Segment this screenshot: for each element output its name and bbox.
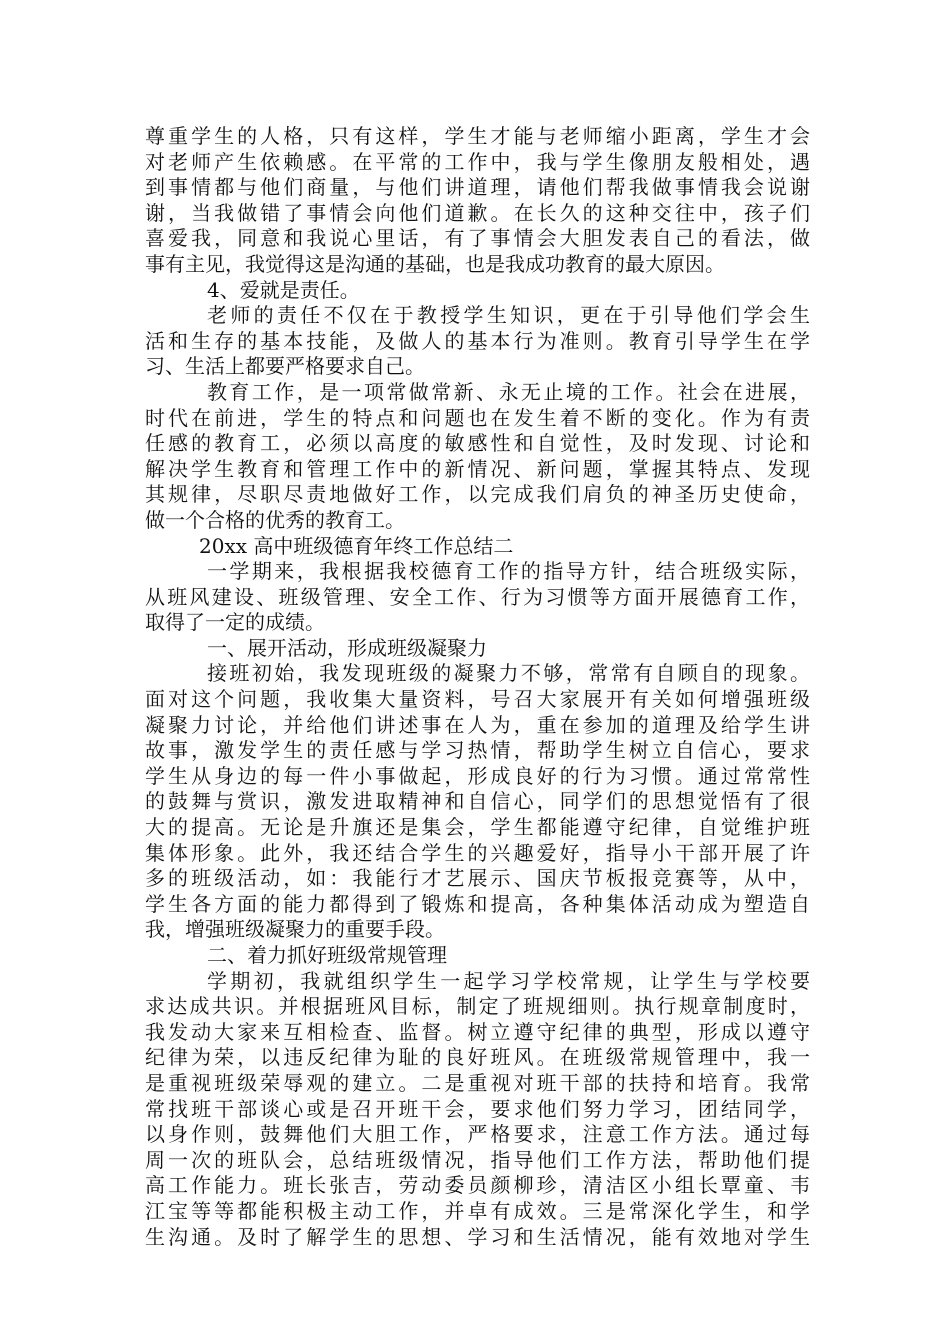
text-line: 学生各方面的能力都得到了锻炼和提高，各种集体活动成为塑造自	[145, 891, 810, 916]
text-line: 任感的教育工，必须以高度的敏感性和自觉性，及时发现、讨论和	[145, 431, 810, 456]
section-heading: 一、展开活动，形成班级凝聚力	[207, 635, 487, 660]
text-line: 做一个合格的优秀的教育工。	[145, 507, 405, 532]
text-line: 多的班级活动，如：我能行才艺展示、国庆节板报竞赛等，从中，	[145, 866, 810, 891]
text-line: 活和生存的基本技能，及做人的基本行为准则。教育引导学生在学	[145, 328, 810, 353]
text-line: 我，增强班级凝聚力的重要手段。	[145, 917, 445, 942]
text-line: 周一次的班队会，总结班级情况，指导他们工作方法，帮助他们提	[145, 1147, 810, 1172]
text-line: 到事情都与他们商量，与他们讲道理，请他们帮我做事情我会说谢	[145, 175, 810, 200]
text-line: 习、生活上都要严格要求自己。	[145, 354, 425, 379]
text-line: 其规律，尽职尽责地做好工作，以完成我们肩负的神圣历史使命，	[145, 482, 810, 507]
text-line: 纪律为荣，以违反纪律为耻的良好班风。在班级常规管理中，我一	[145, 1045, 810, 1070]
text-line: 对老师产生依赖感。在平常的工作中，我与学生像朋友般相处，遇	[145, 149, 810, 174]
text-line: 面对这个问题，我收集大量资料，号召大家展开有关如何增强班级	[145, 687, 810, 712]
text-line: 常找班干部谈心或是召开班干会，要求他们努力学习，团结同学，	[145, 1096, 810, 1121]
text-line: 喜爱我，同意和我说心里话，有了事情会大胆发表自己的看法，做	[145, 226, 810, 251]
text-line: 学生从身边的每一件小事做起，形成良好的行为习惯。通过常常性	[145, 763, 810, 788]
text-line: 谢，当我做错了事情会向他们道歉。在长久的这种交往中，孩子们	[145, 200, 810, 225]
text-line: 教育工作，是一项常做常新、永无止境的工作。社会在进展，	[207, 379, 810, 404]
text-line: 故事，激发学生的责任感与学习热情，帮助学生树立自信心，要求	[145, 738, 810, 763]
text-line: 从班风建设、班级管理、安全工作、行为习惯等方面开展德育工作，	[145, 584, 810, 609]
text-line: 一学期来，我根据我校德育工作的指导方针，结合班级实际，	[207, 559, 810, 584]
text-line: 老师的责任不仅在于教授学生知识，更在于引导他们学会生	[207, 303, 810, 328]
text-line: 是重视班级荣辱观的建立。二是重视对班干部的扶持和培育。我常	[145, 1070, 810, 1095]
text-line: 大的提高。无论是升旗还是集会，学生都能遵守纪律，自觉维护班	[145, 815, 810, 840]
text-line: 取得了一定的成绩。	[145, 610, 325, 635]
text-line: 凝聚力讨论，并给他们讲述事在人为，重在参加的道理及给学生讲	[145, 712, 810, 737]
text-line: 集体形象。此外，我还结合学生的兴趣爱好，指导小干部开展了许	[145, 840, 810, 865]
text-line: 尊重学生的人格，只有这样，学生才能与老师缩小距离，学生才会	[145, 124, 810, 148]
text-line: 江宝等等都能积极主动工作，并卓有成效。三是常深化学生，和学	[145, 1198, 810, 1223]
text-line: 解决学生教育和管理工作中的新情况、新问题，掌握其特点、发现	[145, 456, 810, 481]
text-line: 我发动大家来互相检查、监督。树立遵守纪律的典型，形成以遵守	[145, 1019, 810, 1044]
text-line: 以身作则，鼓舞他们大胆工作，严格要求，注意工作方法。通过每	[145, 1122, 810, 1147]
text-line: 接班初始，我发现班级的凝聚力不够，常常有自顾自的现象。	[207, 661, 810, 686]
section-heading: 二、着力抓好班级常规管理	[207, 943, 447, 967]
text-line: 的鼓舞与赏识，激发进取精神和自信心，同学们的思想觉悟有了很	[145, 789, 810, 814]
text-line: 时代在前进，学生的特点和问题也在发生着不断的变化。作为有责	[145, 405, 810, 430]
text-line: 学期初，我就组织学生一起学习学校常规，让学生与学校要	[207, 968, 810, 993]
text-line: 生沟通。及时了解学生的思想、学习和生活情况，能有效地对学生	[145, 1224, 810, 1249]
text-line: 高工作能力。班长张吉，劳动委员颜柳珍，清洁区小组长覃童、韦	[145, 1173, 810, 1198]
document-page	[145, 124, 810, 1250]
section-heading: 4、爱就是责任。	[207, 277, 360, 302]
document-subtitle: 20xx 高中班级德育年终工作总结二	[199, 533, 514, 558]
text-line: 事有主见，我觉得这是沟通的基础，也是我成功教育的最大原因。	[145, 251, 725, 276]
text-line: 求达成共识。并根据班风目标，制定了班规细则。执行规章制度时，	[145, 994, 810, 1019]
